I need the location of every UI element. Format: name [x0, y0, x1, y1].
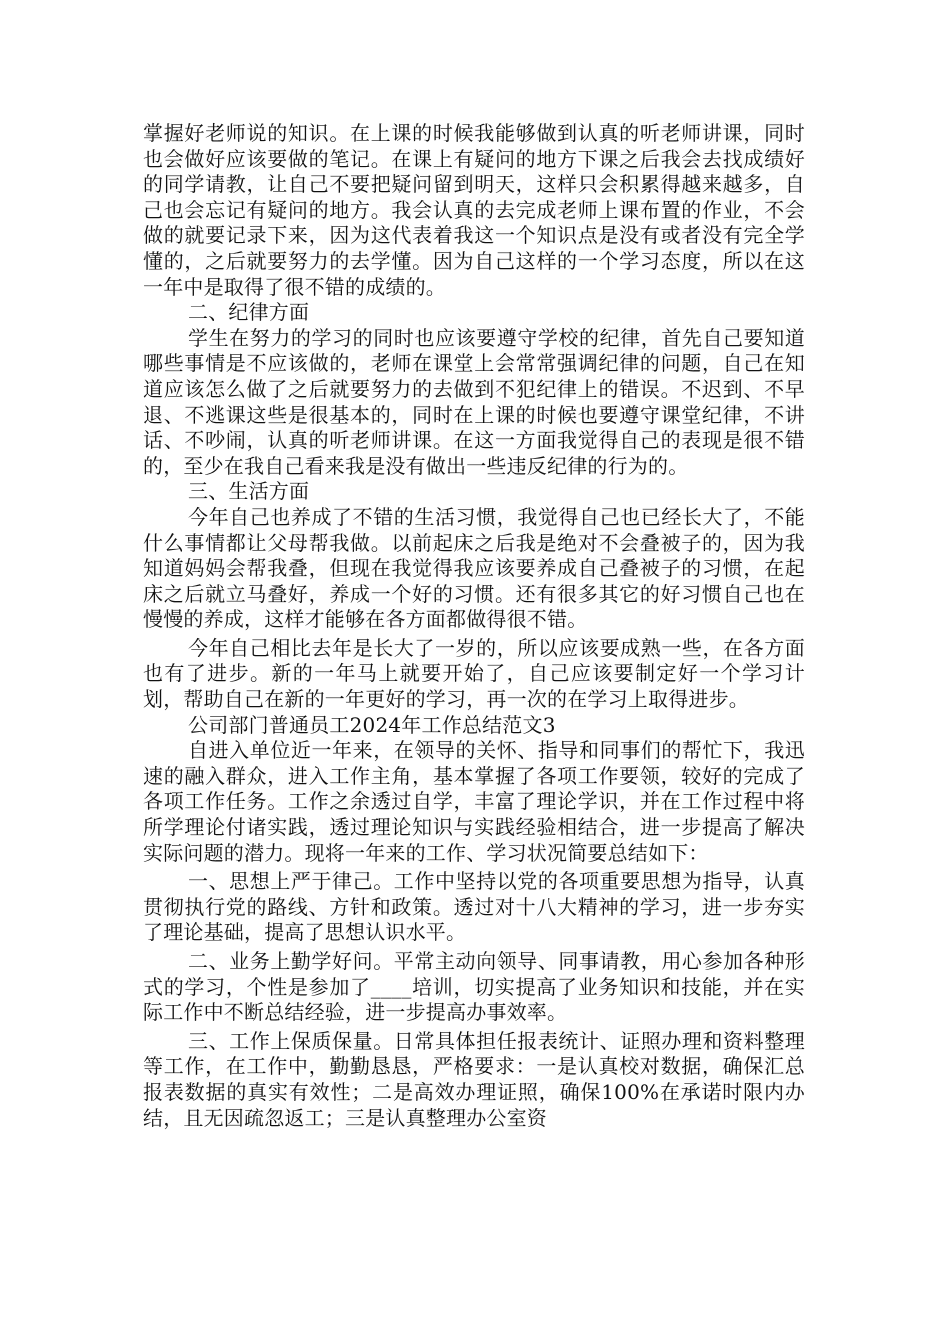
- paragraph-intro: 自进入单位近一年来，在领导的关怀、指导和同事们的帮忙下，我迅速的融入群众，进入工作主角，基本掌握了各项工作要领，较好的完成了各项工作任务。工作之余透过自学，丰富了理论学识，并在工作过程中将所学理论付诸实践，透过理论知识与实践经验相结合，进一步提高了解决实际问题的潜力。现将一年来的工作、学习状况简要总结如下：: [143, 738, 805, 865]
- paragraph-study-continued: 掌握好老师说的知识。在上课的时候我能够做到认真的听老师讲课，同时也会做好应该要做的笔记。在课上有疑问的地方下课之后我会去找成绩好的同学请教，让自己不要把疑问留到明天，这样只会积累得越来越多，自己也会忘记有疑问的地方。我会认真的去完成老师上课布置的作业，不会做的就要记录下来，因为这代表着我这一个知识点是没有或者没有完全学懂的，之后就要努力的去学懂。因为自己这样的一个学习态度，所以在这一年中是取得了很不错的成绩的。: [143, 121, 805, 299]
- paragraph-discipline: 学生在努力的学习的同时也应该要遵守学校的纪律，首先自己要知道哪些事情是不应该做的，老师在课堂上会常常强调纪律的问题，自己在知道应该怎么做了之后就要努力的去做到不犯纪律上的错误。不迟到、不早退、不逃课这些是很基本的，同时在上课的时候也要遵守课堂纪律，不讲话、不吵闹，认真的听老师讲课。在这一方面我觉得自己的表现是很不错的，至少在我自己看来我是没有做出一些违反纪律的行为的。: [143, 325, 805, 478]
- paragraph-business: 二、业务上勤学好问。平常主动向领导、同事请教，用心参加各种形式的学习，个性是参加了____培训，切实提高了业务知识和技能，并在实际工作中不断总结经验，进一步提高办事效率。: [143, 949, 805, 1025]
- paragraph-progress: 今年自己相比去年是长大了一岁的，所以应该要成熟一些，在各方面也有了进步。新的一年马上就要开始了，自己应该要制定好一个学习计划，帮助自己在新的一年更好的学习，再一次的在学习上取得进步。: [143, 635, 805, 712]
- paragraph-work: 三、工作上保质保量。日常具体担任报表统计、证照办理和资料整理等工作，在工作中，勤勤恳恳，严格要求：一是认真校对数据，确保汇总报表数据的真实有效性；二是高效办理证照，确保100%在承诺时限内办结，且无因疏忽返工；三是认真整理办公室资: [143, 1028, 805, 1130]
- heading-life: 三、生活方面: [188, 479, 310, 504]
- paragraph-life: 今年自己也养成了不错的生活习惯，我觉得自己也已经长大了，不能什么事情都让父母帮我做。以前起床之后我是绝对不会叠被子的，因为我知道妈妈会帮我叠，但现在我觉得我应该要养成自己叠被子的习惯，在起床之后就立马叠好，养成一个好的习惯。还有很多其它的好习惯自己也在慢慢的养成，这样才能够在各方面都做得很不错。: [143, 504, 805, 632]
- heading-discipline: 二、纪律方面: [188, 300, 310, 325]
- document-body: [143, 121, 805, 1131]
- section-title-sample-3: 公司部门普通员工2024年工作总结范文3: [188, 712, 556, 737]
- paragraph-thought: 一、思想上严于律己。工作中坚持以党的各项重要思想为指导，认真贯彻执行党的路线、方针和政策。透过对十八大精神的学习，进一步夯实了理论基础，提高了思想认识水平。: [143, 869, 805, 945]
